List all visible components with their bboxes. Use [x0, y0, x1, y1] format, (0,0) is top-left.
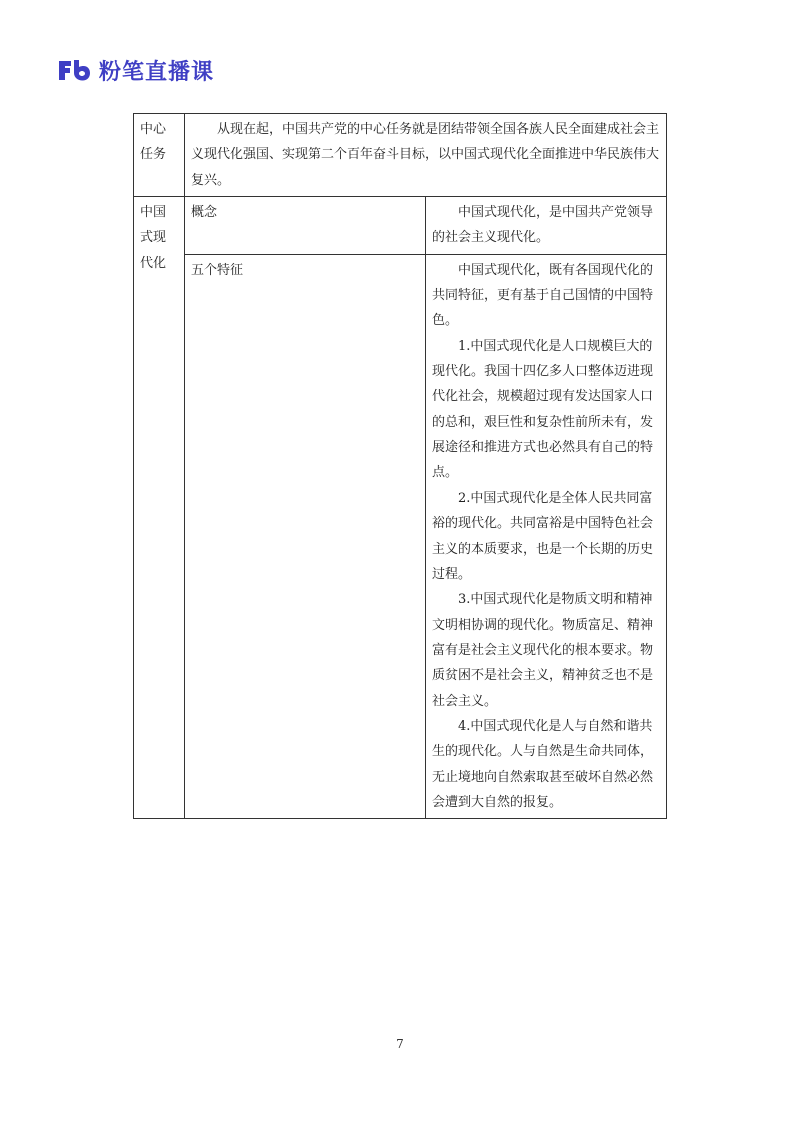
chinese-modernization-label: 中国式现代化	[134, 197, 185, 819]
fenbi-logo-icon	[57, 58, 91, 82]
features-label: 五个特征	[185, 254, 426, 819]
central-task-text-cell	[185, 114, 667, 197]
header	[57, 56, 214, 84]
concept-text: 中国式现代化，是中国共产党领导的社会主义现代化。	[432, 205, 654, 246]
table-row-features	[134, 254, 667, 819]
brand-title: 粉笔直播课	[99, 59, 215, 85]
feature-item-1: 1.中国式现代化是人口规模巨大的现代化。我国十四亿多人口整体迈进现代化社会，规模超过现有发达国家人口的总和，艰巨性和复杂性前所未有，发展途径和推进方式也必然具有自己的特点。	[432, 338, 654, 481]
feature-item-4: 4.中国式现代化是人与自然和谐共生的现代化。人与自然是生命共同体，无止境地向自然索取甚至破坏自然必然会遭到大自然的报复。	[432, 718, 654, 810]
features-intro: 中国式现代化，既有各国现代化的共同特征，更有基于自己国情的中国特色。	[432, 262, 654, 329]
content-table	[133, 113, 667, 819]
page-number: 7	[396, 1037, 404, 1051]
central-task-label: 中心任务	[134, 114, 185, 197]
feature-item-3: 3.中国式现代化是物质文明和精神文明相协调的现代化。物质富足、精神富有是社会主义现代化的根本要求。物质贫困不是社会主义，精神贫乏也不是社会主义。	[432, 592, 654, 709]
table-row-concept	[134, 197, 667, 255]
concept-label: 概念	[185, 197, 426, 255]
table-row-central-task	[134, 114, 667, 197]
central-task-text: 从现在起，中国共产党的中心任务就是团结带领全国各族人民全面建成社会主义现代化强国、实现第二个百年奋斗目标，以中国式现代化全面推进中华民族伟大复兴。	[191, 122, 660, 188]
features-text-cell	[426, 254, 667, 819]
feature-item-2: 2.中国式现代化是全体人民共同富裕的现代化。共同富裕是中国特色社会主义的本质要求，也是一个长期的历史过程。	[432, 490, 654, 582]
concept-text-cell	[426, 197, 667, 255]
